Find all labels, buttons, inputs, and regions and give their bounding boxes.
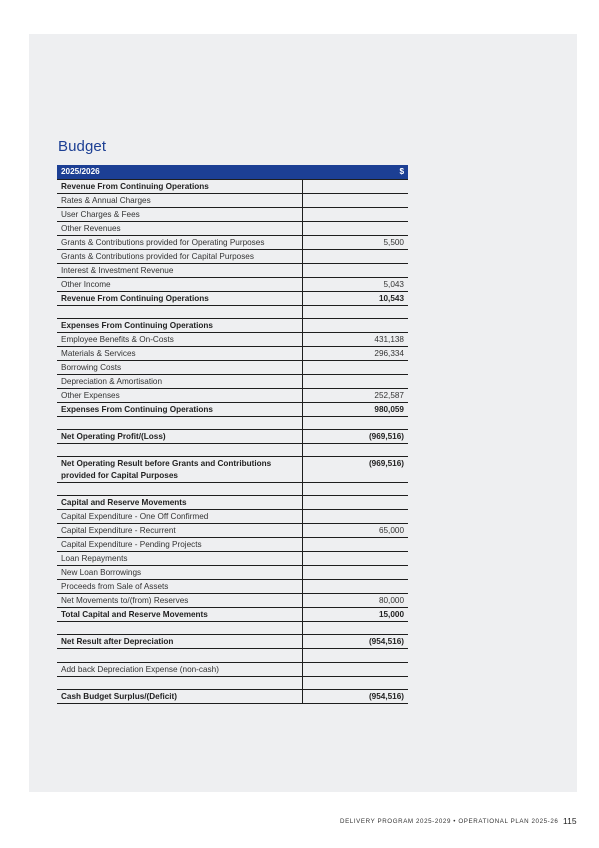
table-row [57,538,408,552]
row-value [302,207,408,221]
row-label: Borrowing Costs [57,360,302,374]
row-label: Depreciation & Amortisation [57,374,302,388]
row-value [302,318,408,332]
row-value [302,580,408,594]
table-row [57,443,408,456]
row-value [302,374,408,388]
footer-text: DELIVERY PROGRAM 2025-2029 • OPERATIONAL PLAN 2025-26 [340,818,559,825]
table-row [57,263,408,277]
table-header-unit: $ [302,165,408,179]
row-value [302,360,408,374]
budget-table [57,165,408,704]
row-label: Proceeds from Sale of Assets [57,580,302,594]
row-value: 80,000 [302,594,408,608]
table-row [57,235,408,249]
row-value [302,416,408,429]
row-label: Other Revenues [57,221,302,235]
table-row [57,374,408,388]
row-label: Grants & Contributions provided for Operating Purposes [57,235,302,249]
row-label [57,483,302,496]
row-value [302,566,408,580]
row-value: 10,543 [302,291,408,305]
row-value [302,496,408,510]
table-row [57,179,408,193]
table-row [57,318,408,332]
row-value [302,263,408,277]
row-label [57,622,302,635]
table-row [57,346,408,360]
row-label: Net Movements to/(from) Reserves [57,594,302,608]
row-label: Employee Benefits & On-Costs [57,332,302,346]
table-row [57,524,408,538]
table-row [57,552,408,566]
row-label: Materials & Services [57,346,302,360]
row-label [57,305,302,318]
row-value [302,622,408,635]
row-value [302,249,408,263]
page-number: 115 [563,816,577,826]
table-row [57,635,408,649]
table-row [57,662,408,676]
row-value: (969,516) [302,457,408,483]
table-header-row [57,165,408,179]
table-row [57,649,408,662]
row-value: 980,059 [302,402,408,416]
row-value: (954,516) [302,635,408,649]
row-label: Capital and Reserve Movements [57,496,302,510]
table-row [57,496,408,510]
row-label: User Charges & Fees [57,207,302,221]
row-value [302,179,408,193]
row-label: Net Operating Result before Grants and Contributions provided for Capital Purposes [57,457,302,483]
row-label [57,416,302,429]
table-row [57,580,408,594]
row-value: 5,043 [302,277,408,291]
table-row [57,291,408,305]
row-label: Rates & Annual Charges [57,193,302,207]
row-label: Net Operating Profit/(Loss) [57,429,302,443]
row-label: Capital Expenditure - One Off Confirmed [57,510,302,524]
row-value: 296,334 [302,346,408,360]
row-value [302,483,408,496]
table-row [57,305,408,318]
row-label: Capital Expenditure - Recurrent [57,524,302,538]
row-value: (954,516) [302,689,408,703]
table-header-year: 2025/2026 [57,165,302,179]
row-value: 65,000 [302,524,408,538]
row-label: Add back Depreciation Expense (non-cash) [57,662,302,676]
table-row [57,622,408,635]
row-value [302,443,408,456]
table-row [57,332,408,346]
row-value [302,662,408,676]
table-row [57,594,408,608]
row-value [302,676,408,689]
row-label: Cash Budget Surplus/(Deficit) [57,689,302,703]
row-value: 252,587 [302,388,408,402]
row-value: 431,138 [302,332,408,346]
table-row [57,221,408,235]
table-row [57,510,408,524]
row-label: New Loan Borrowings [57,566,302,580]
row-label [57,443,302,456]
row-label: Capital Expenditure - Pending Projects [57,538,302,552]
row-label: Loan Repayments [57,552,302,566]
table-row [57,402,408,416]
table-row [57,207,408,221]
row-label [57,676,302,689]
row-label: Expenses From Continuing Operations [57,318,302,332]
row-value [302,552,408,566]
table-row [57,249,408,263]
row-value [302,221,408,235]
row-label [57,649,302,662]
table-row [57,360,408,374]
row-label: Other Income [57,277,302,291]
row-value [302,510,408,524]
row-value: (969,516) [302,429,408,443]
table-row [57,689,408,703]
row-label: Total Capital and Reserve Movements [57,608,302,622]
row-value [302,538,408,552]
table-row [57,608,408,622]
row-value [302,305,408,318]
row-value: 15,000 [302,608,408,622]
row-value [302,193,408,207]
table-row [57,193,408,207]
row-label: Expenses From Continuing Operations [57,402,302,416]
row-label: Net Result after Depreciation [57,635,302,649]
table-row [57,566,408,580]
table-row [57,457,408,483]
table-row [57,416,408,429]
table-body [57,179,408,703]
row-value [302,649,408,662]
row-value: 5,500 [302,235,408,249]
table-row [57,429,408,443]
table-row [57,388,408,402]
row-label: Interest & Investment Revenue [57,263,302,277]
row-label: Revenue From Continuing Operations [57,179,302,193]
row-label: Revenue From Continuing Operations [57,291,302,305]
table-row [57,676,408,689]
page-title: Budget [58,138,107,155]
table-row [57,483,408,496]
table-row [57,277,408,291]
row-label: Grants & Contributions provided for Capital Purposes [57,249,302,263]
row-label: Other Expenses [57,388,302,402]
